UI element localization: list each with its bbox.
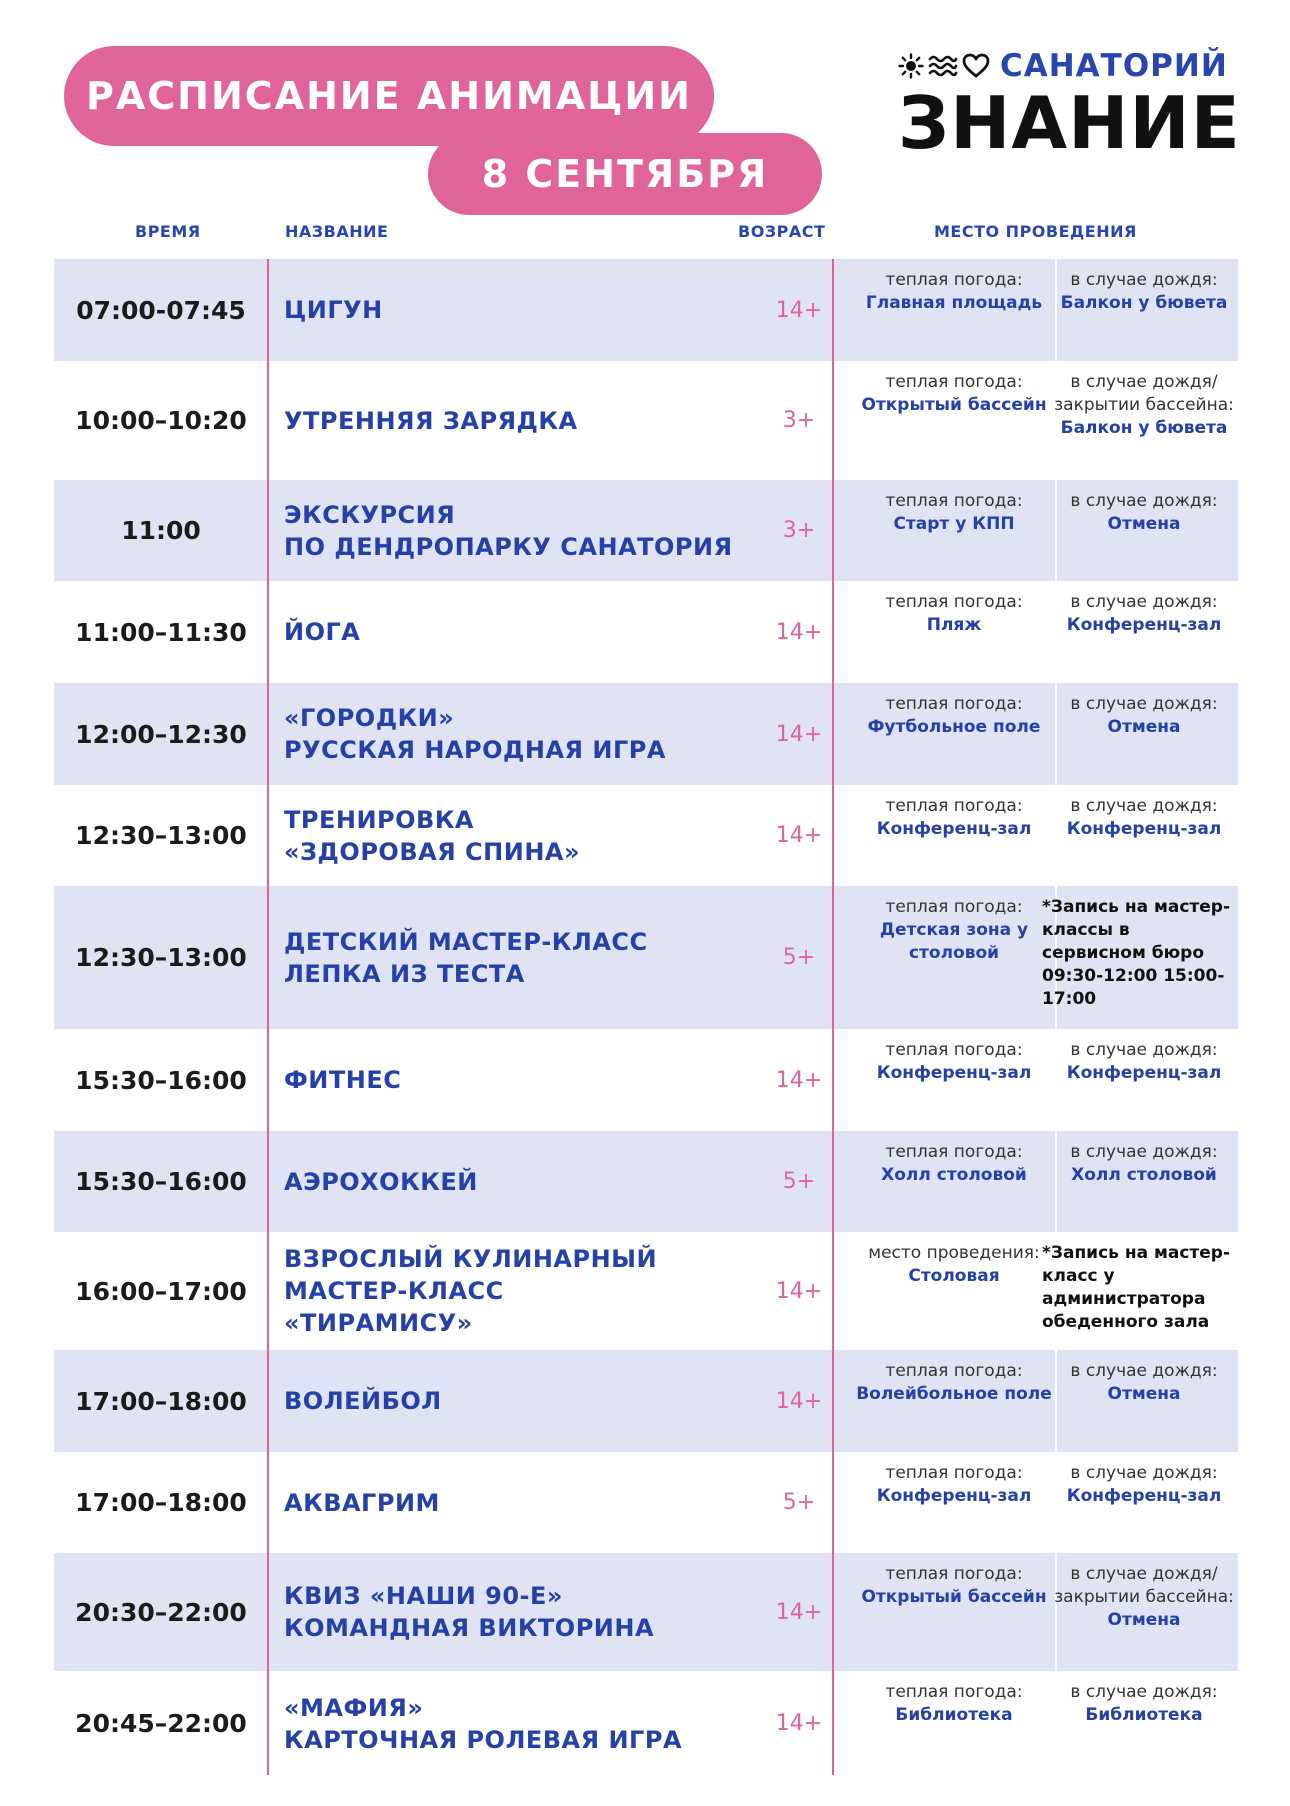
warm-value: Старт у КПП [893, 514, 1015, 534]
rain-label: в случае дождя/ закрытии бассейна: [1054, 372, 1234, 415]
row-name-line: ВЗРОСЛЫЙ КУЛИНАРНЫЙ [284, 1245, 658, 1273]
row-time: 12:30–13:00 [75, 821, 247, 850]
row-time: 10:00–10:20 [75, 406, 247, 435]
column-header-age: ВОЗРАСТ [738, 222, 826, 241]
row-warm-weather [854, 490, 1054, 536]
table-row [54, 886, 1238, 1029]
warm-value: Волейбольное поле [856, 1384, 1052, 1404]
rain-label: в случае дождя: [1070, 694, 1218, 714]
warm-label: теплая погода: [885, 897, 1023, 917]
rain-value: Конференц-зал [1066, 615, 1222, 635]
row-name-line: АКВАГРИМ [284, 1488, 440, 1517]
heart-icon [962, 53, 990, 79]
row-name [284, 581, 784, 683]
table-row [54, 1350, 1238, 1452]
signup-note: *Запись на мастер-класс у администратора обеденного зала [1042, 1243, 1231, 1332]
row-rain-weather [1054, 1563, 1234, 1632]
row-time: 16:00–17:00 [75, 1276, 247, 1306]
rain-label: в случае дождя: [1070, 592, 1218, 612]
row-age: 14+ [775, 1711, 823, 1736]
column-divider [832, 259, 834, 1775]
row-age: 3+ [782, 408, 816, 433]
row-age: 14+ [775, 721, 823, 747]
row-time: 17:00–18:00 [75, 1488, 247, 1517]
row-age: 14+ [775, 297, 823, 323]
row-name [284, 480, 784, 581]
warm-label: теплая погода: [885, 1682, 1023, 1702]
row-name [284, 683, 784, 785]
row-time: 12:00–12:30 [75, 719, 247, 749]
row-warm-weather [854, 1563, 1054, 1609]
rain-value: Балкон у бювета [1060, 418, 1228, 438]
rain-value: Отмена [1107, 717, 1181, 737]
row-name-line: ПО ДЕНДРОПАРКУ САНАТОРИЯ [284, 532, 733, 561]
warm-label: место проведения: [868, 1243, 1040, 1263]
row-name [284, 1671, 784, 1776]
row-time: 20:30–22:00 [75, 1597, 247, 1627]
warm-value: Столовая [908, 1266, 1000, 1286]
column-header-name: НАЗВАНИЕ [285, 222, 389, 241]
page-title: РАСПИСАНИЕ АНИМАЦИИ [86, 74, 692, 118]
row-warm-weather [854, 1141, 1054, 1187]
table-row [54, 1671, 1238, 1776]
row-rain-weather [1054, 693, 1234, 739]
warm-label: теплая погода: [885, 270, 1023, 290]
table-row [54, 1553, 1238, 1671]
row-warm-weather [854, 1681, 1054, 1727]
row-name [284, 886, 784, 1029]
table-row [54, 259, 1238, 361]
row-age: 14+ [775, 1599, 823, 1625]
column-header-time: ВРЕМЯ [135, 222, 201, 241]
warm-label: теплая погода: [885, 1142, 1023, 1162]
row-age: 14+ [775, 1278, 823, 1304]
row-time: 11:00 [121, 516, 201, 545]
sun-icon [898, 53, 924, 79]
row-warm-weather [854, 795, 1054, 841]
row-warm-weather [854, 1360, 1054, 1406]
row-name-line: ЙОГА [284, 618, 361, 646]
row-warm-weather [854, 896, 1054, 965]
row-name [284, 1131, 784, 1232]
row-name-line: «ТИРАМИСУ» [284, 1309, 473, 1337]
row-name [284, 361, 784, 480]
logo-top-text: САНАТОРИЙ [1000, 48, 1228, 84]
rain-value: Библиотека [1085, 1705, 1203, 1725]
row-age: 14+ [775, 1067, 823, 1093]
row-age: 14+ [775, 619, 823, 645]
warm-value: Конференц-зал [876, 1063, 1032, 1083]
row-name [284, 1232, 784, 1350]
row-name [284, 785, 784, 886]
row-age: 14+ [775, 823, 823, 848]
row-name [284, 1350, 784, 1452]
row-name-line: АЭРОХОККЕЙ [284, 1167, 478, 1196]
warm-label: теплая погода: [885, 491, 1023, 511]
row-name-line: КАРТОЧНАЯ РОЛЕВАЯ ИГРА [284, 1725, 683, 1754]
row-rain-weather [1054, 1681, 1234, 1727]
row-rain-weather [1054, 1462, 1234, 1508]
warm-value: Библиотека [895, 1705, 1013, 1725]
table-row [54, 683, 1238, 785]
row-warm-weather [854, 269, 1054, 315]
table-row [54, 1452, 1238, 1553]
row-name-line: «МАФИЯ» [284, 1693, 424, 1722]
rain-value: Конференц-зал [1066, 819, 1222, 839]
row-warm-weather [854, 591, 1054, 637]
rain-label: в случае дождя: [1070, 1040, 1218, 1060]
row-rain-weather [1054, 1141, 1234, 1187]
warm-label: теплая погода: [885, 592, 1023, 612]
table-row [54, 1232, 1238, 1350]
row-name-line: КВИЗ «НАШИ 90-Е» [284, 1582, 563, 1610]
row-warm-weather [854, 693, 1054, 739]
row-name-line: ЭКСКУРСИЯ [284, 500, 456, 529]
row-name [284, 259, 784, 361]
row-rain-weather [1042, 1242, 1238, 1334]
row-name-line: «ГОРОДКИ» [284, 704, 455, 732]
table-row [54, 1029, 1238, 1131]
row-name-line: ЦИГУН [284, 296, 383, 324]
row-age: 5+ [782, 1169, 816, 1194]
waves-icon [928, 53, 958, 79]
row-name [284, 1553, 784, 1671]
row-time: 12:30–13:00 [75, 943, 247, 972]
rain-label: в случае дождя: [1070, 1361, 1218, 1381]
rain-label: в случае дождя: [1070, 1682, 1218, 1702]
rain-value: Холл столовой [1071, 1165, 1217, 1185]
row-time: 15:30–16:00 [75, 1167, 247, 1196]
row-time: 15:30–16:00 [75, 1065, 247, 1095]
table-row [54, 361, 1238, 480]
row-name-line: ЛЕПКА ИЗ ТЕСТА [284, 959, 525, 988]
row-name [284, 1452, 784, 1553]
rain-value: Конференц-зал [1066, 1486, 1222, 1506]
column-header-place: МЕСТО ПРОВЕДЕНИЯ [934, 222, 1137, 241]
schedule-table [54, 259, 1238, 1776]
warm-value: Конференц-зал [876, 1486, 1032, 1506]
warm-value: Холл столовой [881, 1165, 1027, 1185]
page-date: 8 СЕНТЯБРЯ [481, 152, 769, 196]
row-age: 5+ [782, 945, 816, 970]
sanatorium-logo [898, 46, 1241, 166]
row-warm-weather [854, 371, 1054, 417]
rain-value: Отмена [1107, 1610, 1181, 1630]
rain-value: Отмена [1107, 514, 1181, 534]
row-warm-weather [854, 1242, 1054, 1288]
warm-label: теплая погода: [885, 694, 1023, 714]
warm-value: Детская зона у столовой [879, 920, 1029, 963]
row-time: 17:00–18:00 [75, 1386, 247, 1416]
warm-label: теплая погода: [885, 796, 1023, 816]
rain-value: Балкон у бювета [1060, 293, 1228, 313]
row-age: 14+ [775, 1388, 823, 1414]
row-rain-weather [1054, 490, 1234, 536]
warm-label: теплая погода: [885, 1564, 1023, 1584]
row-name-line: ВОЛЕЙБОЛ [284, 1387, 442, 1415]
row-warm-weather [854, 1462, 1054, 1508]
warm-value: Открытый бассейн [861, 1587, 1047, 1607]
row-time: 11:00–11:30 [75, 617, 247, 647]
column-divider [267, 259, 269, 1775]
logo-main-text: ЗНАНИЕ [898, 81, 1241, 165]
row-name-line: УТРЕННЯЯ ЗАРЯДКА [284, 406, 578, 435]
rain-label: в случае дождя: [1070, 270, 1218, 290]
row-age: 3+ [782, 518, 816, 543]
row-time: 20:45–22:00 [75, 1709, 247, 1738]
row-name-line: ТРЕНИРОВКА [284, 805, 475, 834]
rain-label: в случае дождя: [1070, 796, 1218, 816]
row-name [284, 1029, 784, 1131]
warm-value: Футбольное поле [867, 717, 1041, 737]
rain-label: в случае дождя: [1070, 1463, 1218, 1483]
warm-label: теплая погода: [885, 1361, 1023, 1381]
warm-value: Открытый бассейн [861, 395, 1047, 415]
date-banner [428, 133, 822, 215]
warm-label: теплая погода: [885, 1463, 1023, 1483]
table-row [54, 785, 1238, 886]
row-rain-weather [1054, 591, 1234, 637]
row-name-line: ФИТНЕС [284, 1066, 402, 1094]
rain-value: Конференц-зал [1066, 1063, 1222, 1083]
rain-label: в случае дождя: [1070, 491, 1218, 511]
row-warm-weather [854, 1039, 1054, 1085]
row-rain-weather [1042, 896, 1238, 1011]
rain-label: в случае дождя: [1070, 1142, 1218, 1162]
row-name-line: КОМАНДНАЯ ВИКТОРИНА [284, 1614, 655, 1642]
warm-label: теплая погода: [885, 1040, 1023, 1060]
table-row [54, 480, 1238, 581]
warm-label: теплая погода: [885, 372, 1023, 392]
row-rain-weather [1054, 1039, 1234, 1085]
row-time: 07:00-07:45 [76, 295, 246, 325]
row-rain-weather [1054, 371, 1234, 440]
row-rain-weather [1054, 795, 1234, 841]
row-name-line: «ЗДОРОВАЯ СПИНА» [284, 837, 580, 866]
rain-label: в случае дождя/ закрытии бассейна: [1054, 1564, 1234, 1607]
signup-note: *Запись на мастер-классы в сервисном бюро 09:30-12:00 15:00-17:00 [1042, 897, 1231, 1009]
row-name-line: ДЕТСКИЙ МАСТЕР-КЛАСС [284, 927, 648, 956]
title-banner [64, 46, 714, 146]
warm-value: Главная площадь [865, 293, 1043, 313]
row-rain-weather [1054, 269, 1234, 315]
warm-value: Конференц-зал [876, 819, 1032, 839]
row-age: 5+ [782, 1490, 816, 1515]
table-row [54, 1131, 1238, 1232]
warm-value: Пляж [926, 615, 982, 635]
row-name-line: РУССКАЯ НАРОДНАЯ ИГРА [284, 736, 666, 764]
row-name-line: МАСТЕР-КЛАСС [284, 1277, 504, 1305]
table-row [54, 581, 1238, 683]
rain-value: Отмена [1107, 1384, 1181, 1404]
row-rain-weather [1054, 1360, 1234, 1406]
